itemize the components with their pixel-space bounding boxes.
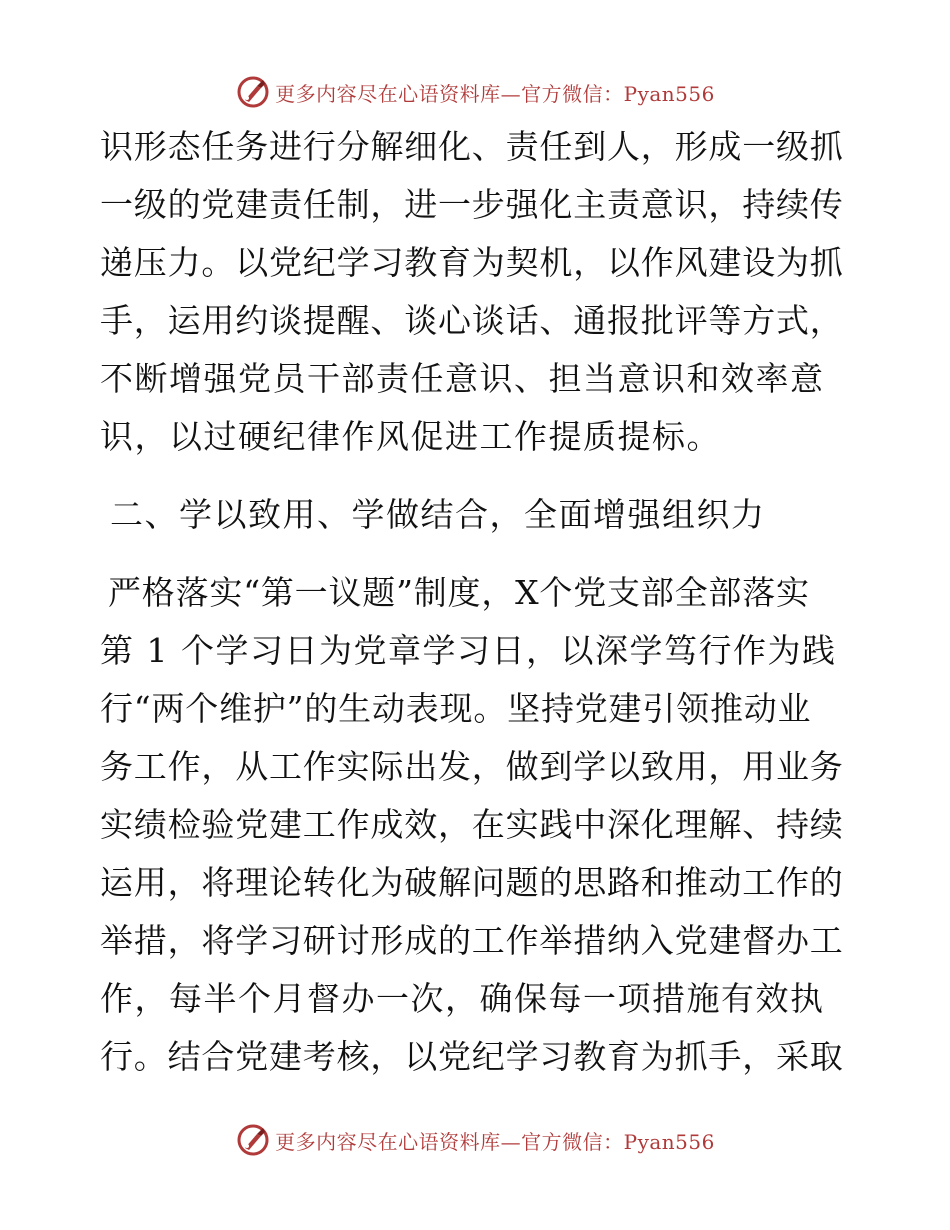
paragraph-line: 实绩检验党建工作成效，在实践中深化理解、持续 xyxy=(100,805,844,844)
document-body xyxy=(100,118,860,1086)
paragraph-line: 一级的党建责任制，进一步强化主责意识，持续传 xyxy=(100,185,844,224)
paragraph-line: 不断增强党员干部责任意识、担当意识和效率意 xyxy=(100,359,825,398)
paragraph-line: 识形态任务进行分解细化、责任到人，形成一级抓 xyxy=(100,127,844,166)
footer-watermark xyxy=(0,1120,950,1160)
paragraph-line: 运用，将理论转化为破解问题的思路和推动工作的 xyxy=(100,863,844,902)
paragraph-line: 严格落实“第一议题”制度，X个党支部全部落实 xyxy=(108,573,810,612)
pen-logo-icon xyxy=(235,1122,271,1158)
paragraph-line: 行“两个维护”的生动表现。坚持党建引领推动业 xyxy=(100,689,812,728)
pen-logo-icon xyxy=(235,74,271,110)
paragraph-line: 手，运用约谈提醒、谈心谈话、通报批评等方式， xyxy=(100,301,844,340)
watermark-text: 更多内容尽在心语资料库—官方微信：Pyan556 xyxy=(275,81,715,106)
paragraph-line: 行。结合党建考核，以党纪学习教育为抓手，采取 xyxy=(100,1037,844,1076)
paragraph-line: 第 1 个学习日为党章学习日，以深学笃行作为践 xyxy=(100,631,837,670)
paragraph-line: 识，以过硬纪律作风促进工作提质提标。 xyxy=(100,417,721,456)
header-watermark xyxy=(0,72,950,112)
paragraph-line: 举措，将学习研讨形成的工作举措纳入党建督办工 xyxy=(100,921,844,960)
section-heading: 二、学以致用、学做结合，全面增强组织力 xyxy=(110,495,766,534)
paragraph-line: 务工作，从工作实际出发，做到学以致用，用业务 xyxy=(100,747,844,786)
paragraph-line: 作，每半个月督办一次，确保每一项措施有效执 xyxy=(100,979,825,1018)
watermark-text: 更多内容尽在心语资料库—官方微信：Pyan556 xyxy=(275,1129,715,1154)
paragraph-line: 递压力。以党纪学习教育为契机，以作风建设为抓 xyxy=(100,243,844,282)
